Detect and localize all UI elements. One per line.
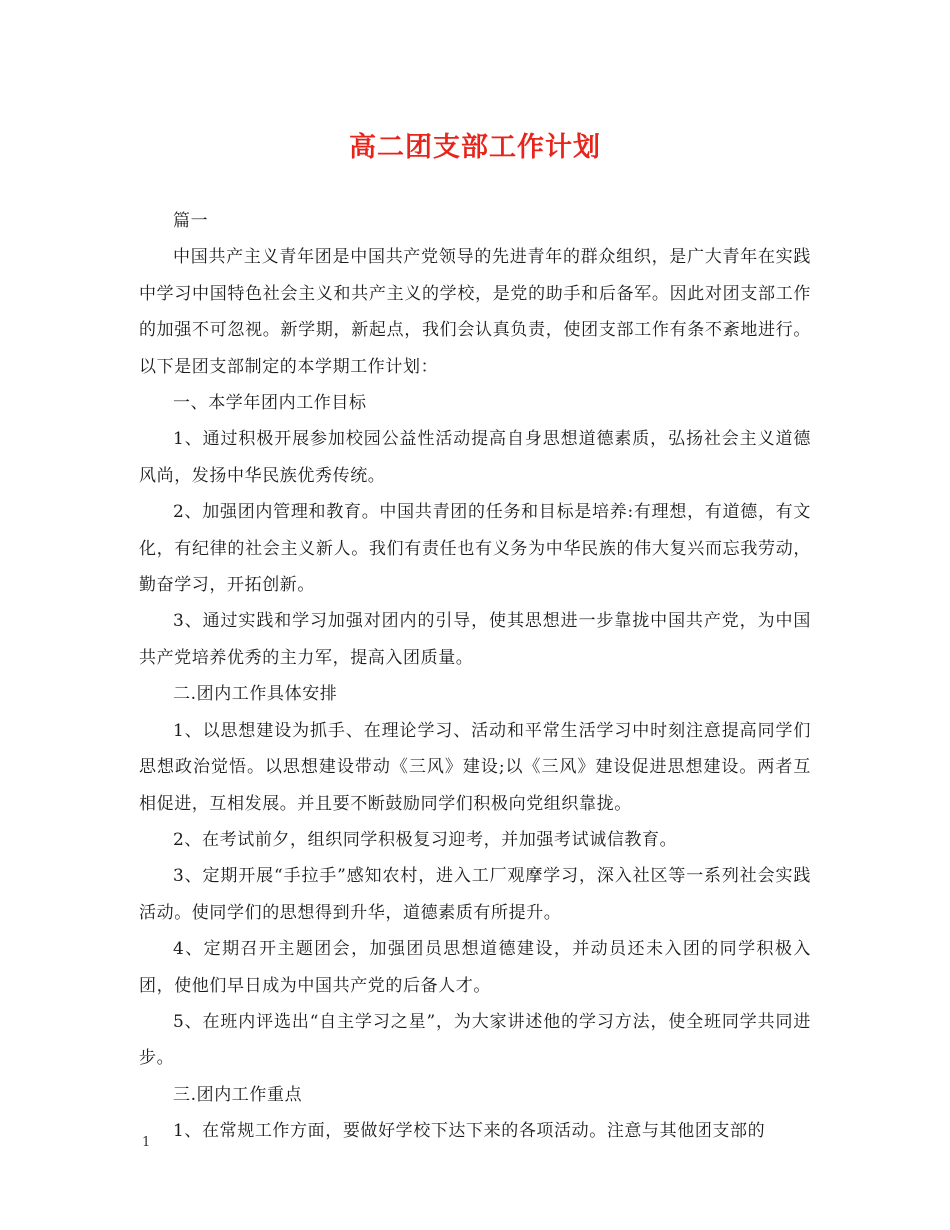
paragraph-intro: 中国共产主义青年团是中国共产党领导的先进青年的群众组织，是广大青年在实践中学习中国特色社会主义和共产主义的学校，是党的助手和后备军。因此对团支部工作的加强不可忽视。新学期，新起点，我们会认真负责，使团支部工作有条不紊地进行。以下是团支部制定的本学期工作计划： xyxy=(139,247,811,377)
heading-arrangements: 二.团内工作具体安排 xyxy=(173,684,338,705)
paragraph-arrangement-3: 3、定期开展“手拉手”感知农村，进入工厂观摩学习，深入社区等一系列社会实践活动。使同学们的思想得到升华，道德素质有所提升。 xyxy=(139,866,811,923)
document-title: 高二团支部工作计划 xyxy=(349,132,601,163)
heading-key-points: 三.团内工作重点 xyxy=(173,1084,303,1105)
paragraph-arrangement-2: 2、在考试前夕，组织同学积极复习迎考，并加强考试诚信教育。 xyxy=(173,829,678,850)
page-number: 1 xyxy=(142,1135,151,1150)
document-body xyxy=(139,203,811,1150)
paragraph-goal-1: 1、通过积极开展参加校园公益性活动提高自身思想道德素质，弘扬社会主义道德风尚，发扬中华民族优秀传统。 xyxy=(139,429,811,486)
paragraph-goal-3: 3、通过实践和学习加强对团内的引导，使其思想进一步靠拢中国共产党，为中国共产党培养优秀的主力军，提高入团质量。 xyxy=(139,611,811,668)
paragraph-arrangement-5: 5、在班内评选出“自主学习之星”，为大家讲述他的学习方法，使全班同学共同进步。 xyxy=(139,1011,811,1069)
paragraph-arrangement-1: 1、以思想建设为抓手、在理论学习、活动和平常生活学习中时刻注意提高同学们思想政治觉悟。以思想建设带动《三风》建设;以《三风》建设促进思想建设。两者互相促进，互相发展。并且要不断鼓励同学们积极向党组织靠拢。 xyxy=(139,720,811,814)
paragraph-key-point-1: 1、在常规工作方面，要做好学校下达下来的各项活动。注意与其他团支部的 xyxy=(173,1121,766,1142)
heading-goals: 一、本学年团内工作目标 xyxy=(173,393,367,414)
paragraph-section-label: 篇一 xyxy=(173,211,209,231)
paragraph-arrangement-4: 4、定期召开主题团会，加强团员思想道德建设，并动员还未入团的同学积极入团，使他们早日成为中国共产党的后备人才。 xyxy=(139,939,811,996)
paragraph-goal-2: 2、加强团内管理和教育。中国共青团的任务和目标是培养:有理想，有道德，有文化，有纪律的社会主义新人。我们有责任也有义务为中华民族的伟大复兴而忘我劳动，勤奋学习，开拓创新。 xyxy=(139,502,811,596)
